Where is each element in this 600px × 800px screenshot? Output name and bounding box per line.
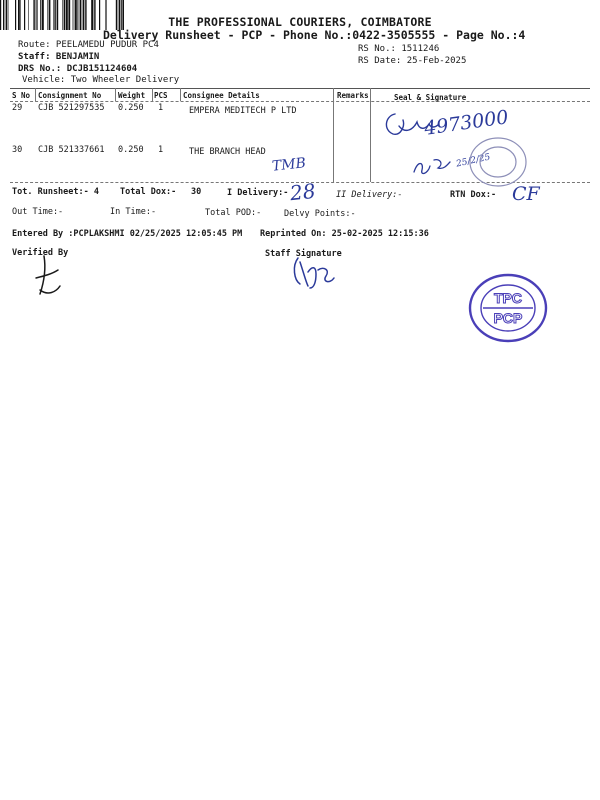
col-divider xyxy=(115,88,116,101)
col-header-consignment: Consignment No xyxy=(38,91,102,100)
table-row-consignment: CJB 521297535 xyxy=(38,103,105,113)
i-delivery-handwritten: 28 xyxy=(288,178,317,206)
col-divider xyxy=(333,88,334,182)
table-row-sno: 30 xyxy=(12,145,23,155)
table-row-consignment: CJB 521337661 xyxy=(38,145,105,155)
col-header-sno: S No xyxy=(12,91,31,100)
company-name: THE PROFESSIONAL COURIERS, COIMBATORE xyxy=(168,15,432,29)
col-header-seal: Seal & Signature xyxy=(394,93,467,102)
route-label: Route: PEELAMEDU PUDUR PC4 xyxy=(18,40,159,50)
col-divider xyxy=(35,88,36,101)
company-seal-faded xyxy=(466,134,530,190)
handwritten-tmb: TMB xyxy=(271,155,307,175)
table-row-weight: 0.250 xyxy=(118,103,144,113)
rs-number: RS No.: 1511246 xyxy=(358,44,440,54)
runsheet-title: Delivery Runsheet - PCP - Phone No.:0422-3505555 - Page No.:4 xyxy=(103,28,526,42)
verified-by-signature xyxy=(30,252,70,300)
stamp-top-text: TPC xyxy=(494,290,522,306)
stamp-bottom-text: PCP xyxy=(493,310,523,326)
table-row-pcs: 1 xyxy=(158,103,164,113)
verified-by-label: Verified By xyxy=(12,248,69,258)
total-dox-value: 30 xyxy=(191,187,202,197)
i-delivery-label: I Delivery:- xyxy=(227,188,289,198)
col-header-weight: Weight xyxy=(118,91,146,100)
col-header-pcs: PCS xyxy=(154,91,168,100)
entered-by: Entered By :PCPLAKSHMI 02/25/2025 12:05:45 PM xyxy=(12,229,243,239)
staff-signature xyxy=(290,252,340,292)
table-row-consignee: THE BRANCH HEAD xyxy=(189,147,266,157)
table-row-consignee: EMPERA MEDITECH P LTD xyxy=(189,106,297,116)
pcp-stamp xyxy=(466,272,550,344)
total-pod-label: Total POD:- xyxy=(205,208,262,218)
row29-handwritten-number: 4973000 xyxy=(422,106,510,140)
col-divider xyxy=(152,88,153,101)
delvy-points-label: Delvy Points:- xyxy=(284,209,356,219)
col-divider xyxy=(180,88,181,101)
row30-handwritten-date: 25/2/25 xyxy=(455,152,492,170)
out-time-label: Out Time:- xyxy=(12,207,64,217)
drs-number: DRS No.: DCJB151124604 xyxy=(18,64,138,74)
tot-runsheet: Tot. Runsheet:- 4 xyxy=(12,187,99,197)
total-dox-label: Total Dox:- xyxy=(120,187,177,197)
table-top-border xyxy=(10,88,590,89)
col-header-consignee: Consignee Details xyxy=(183,91,260,100)
rtn-dox-handwritten: CF xyxy=(512,183,540,205)
rs-date: RS Date: 25-Feb-2025 xyxy=(358,56,467,66)
table-row-weight: 0.250 xyxy=(118,145,144,155)
staff-label: Staff: BENJAMIN xyxy=(18,52,100,62)
staff-signature-label: Staff Signature xyxy=(265,249,342,259)
table-header-divider xyxy=(10,101,590,102)
reprinted-on: Reprinted On: 25-02-2025 12:15:36 xyxy=(260,229,429,239)
col-divider xyxy=(370,88,371,182)
col-header-remarks: Remarks xyxy=(337,91,369,100)
in-time-label: In Time:- xyxy=(110,207,157,217)
table-row-sno: 29 xyxy=(12,103,23,113)
ii-delivery-label: II Delivery:- xyxy=(336,190,403,200)
table-row-pcs: 1 xyxy=(158,145,164,155)
rtn-dox-label: RTN Dox:- xyxy=(450,190,497,200)
vehicle-label: Vehicle: Two Wheeler Delivery xyxy=(22,75,180,85)
